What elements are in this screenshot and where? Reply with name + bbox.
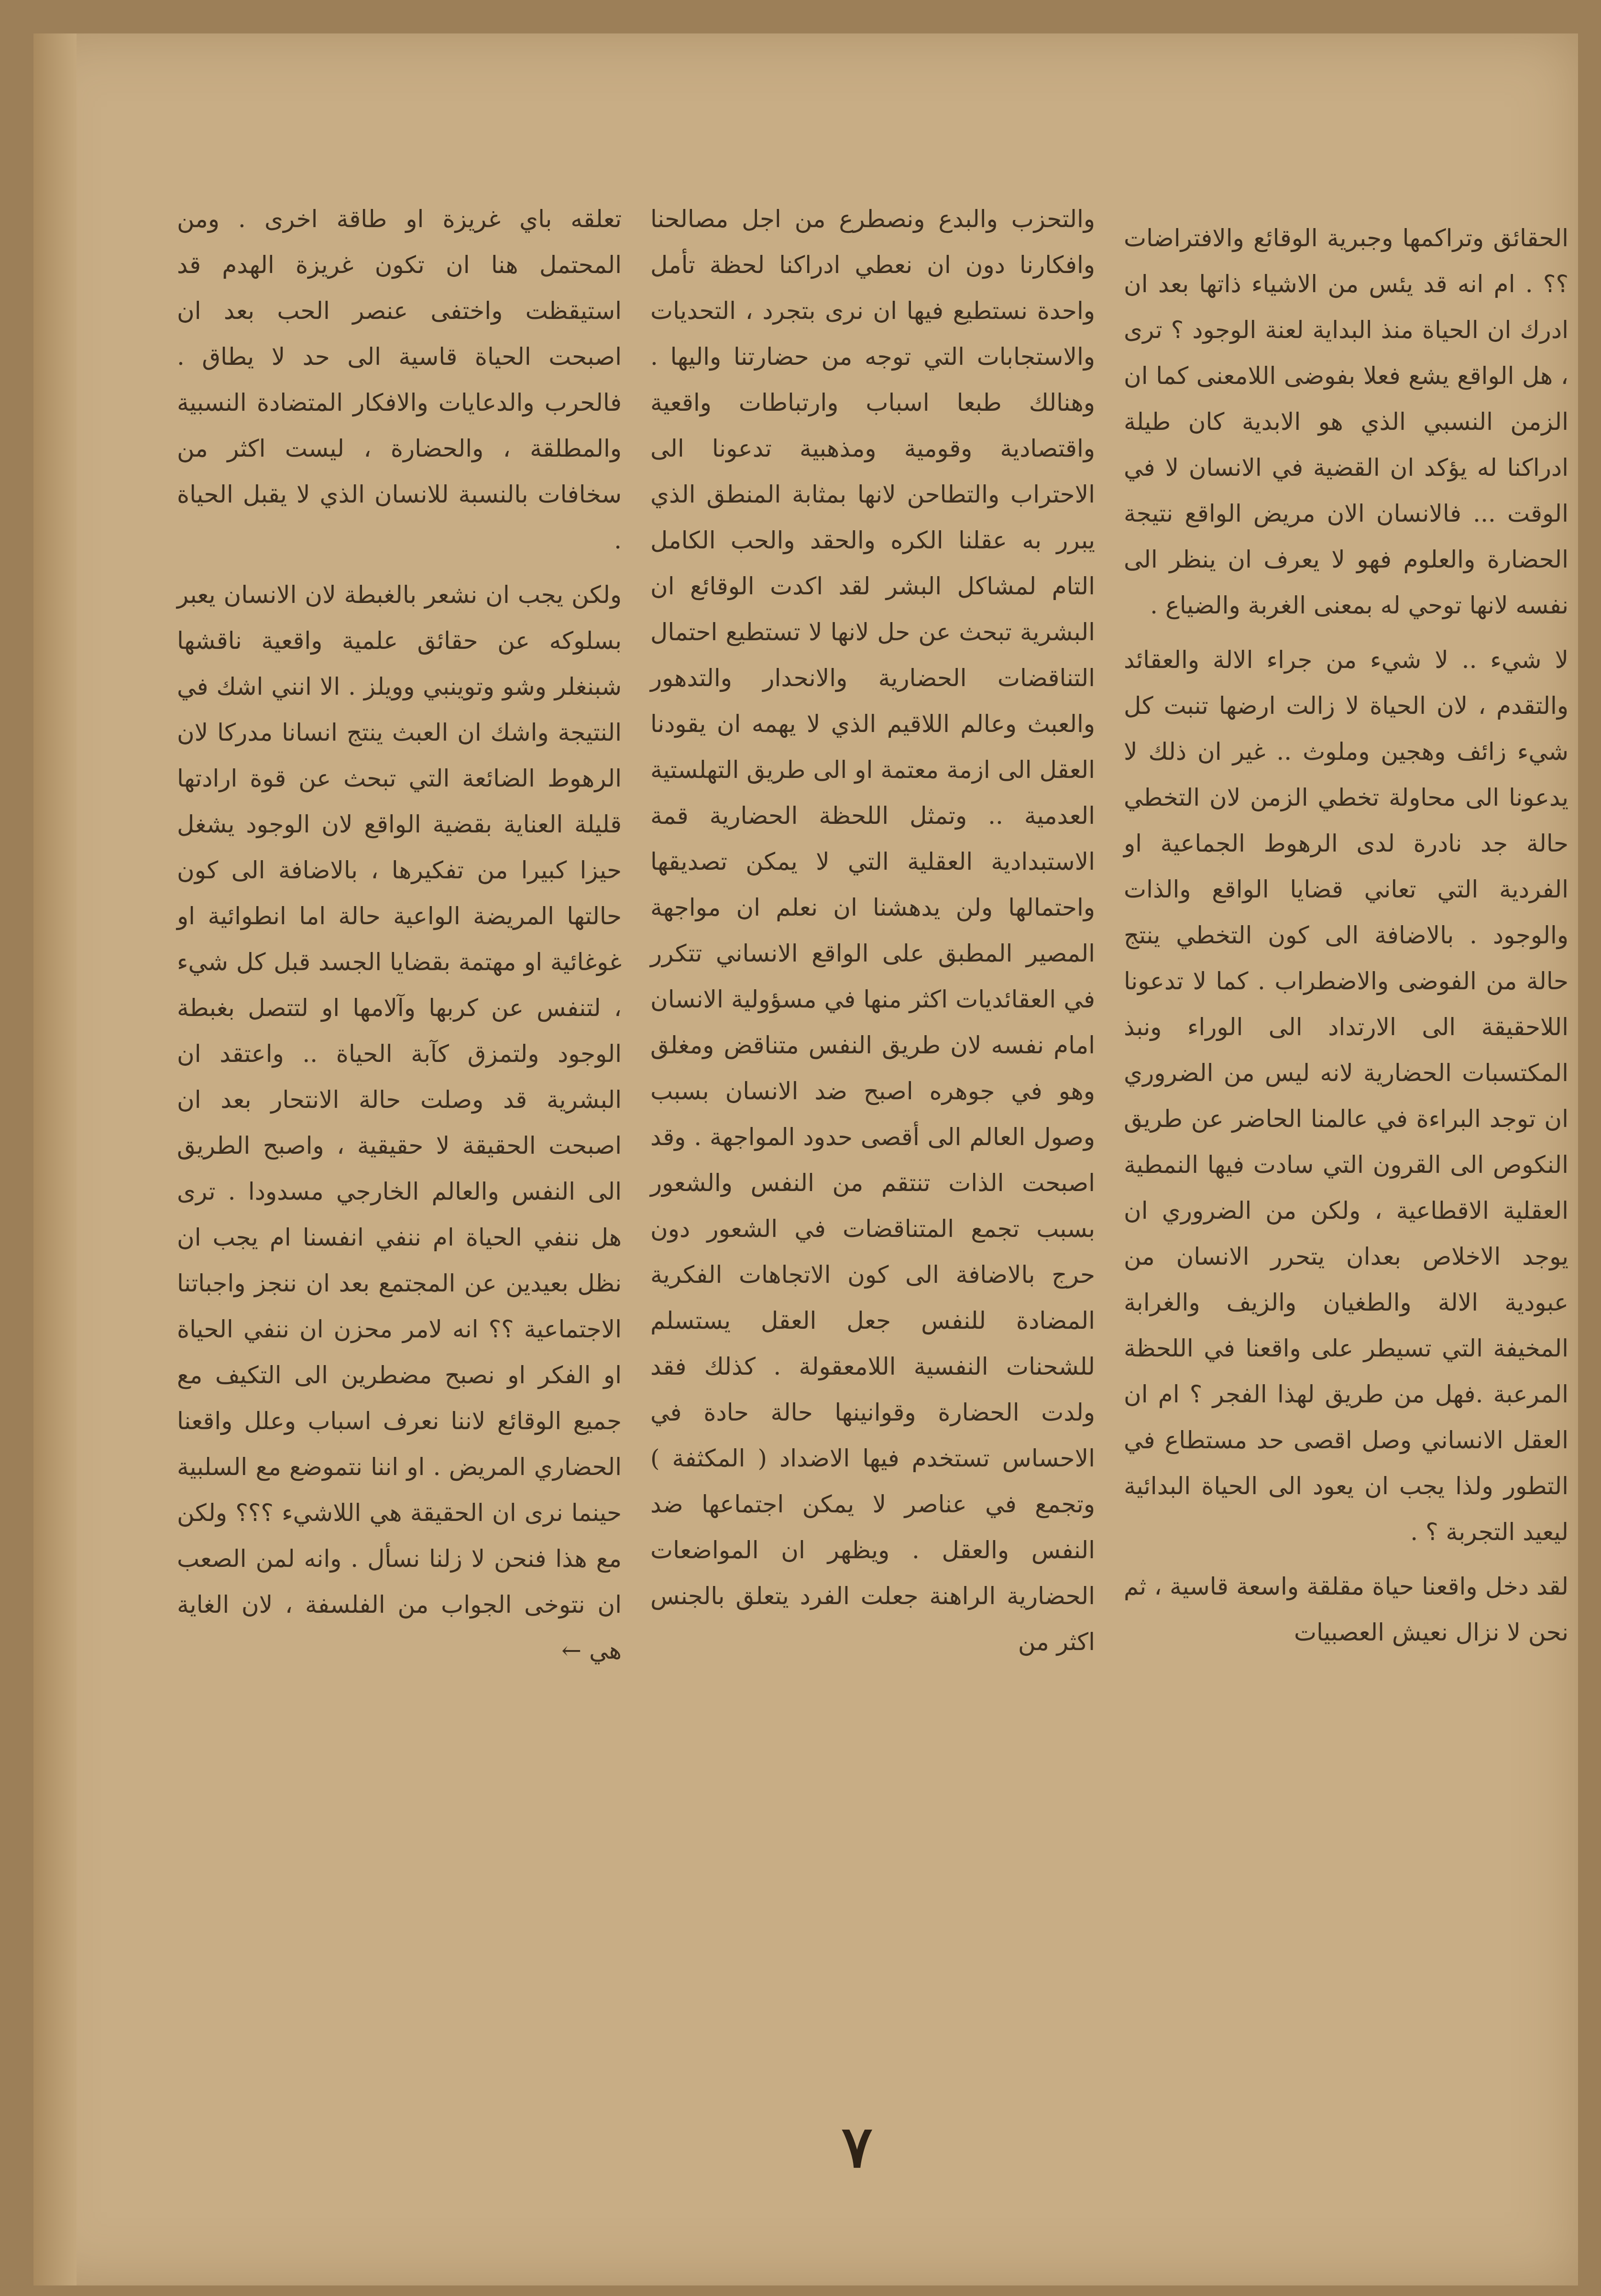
page-number: ٧ [842, 2113, 873, 2181]
paragraph: لقد دخل واقعنا حياة مقلقة واسعة قاسية ، ثم نحن لا نزال نعيش العصبيات [1124, 1573, 1568, 1646]
page-binding [33, 33, 77, 2285]
paragraph: لا شيء .. لا شيء من جراء الالة والعقائد والتقدم ، لان الحياة لا زالت ارضها تنبت كل شيء زائف وهجين وملوث .. غير ان ذلك لا يدعونا الى محاولة تخطي الزمن لان التخطي حالة جد نادرة لدى الرهوط الجماعية او الفردية التي تعاني قضايا الواقع والذات والوجود . بالاضافة الى كون التخطي ينتج حالة من الفوضى والاضطراب . كما لا تدعونا اللاحقيقة الى الارتداد الى الوراء ونبذ المكتسبات الحضارية لانه ليس من الضروري ان توجد البراءة في عالمنا الحاضر عن طريق النكوص الى القرون التي سادت فيها النمطية العقلية الاقطاعية ، ولكن من الضروري ان يوجد الاخلاص بعدان يتحرر الانسان من عبودية الالة والطغيان والزيف والغرابة المخيفة التي تسيطر على واقعنا في اللحظة المرعبة .فهل من طريق لهذا الفجر ؟ ام ان العقل الانساني وصل اقصى حد مستطاع في التطور ولذا يجب ان يعود الى الحياة البدائية ليعيد التجربة ؟ . [1124, 646, 1568, 1546]
paragraph: والتحزب والبدع ونصطرع من اجل مصالحنا وافكارنا دون ان نعطي ادراكنا لحظة تأمل واحدة نستطيع فيها ان نرى بتجرد ، التحديات والاستجابات التي توجه من حضارتنا واليها . وهنالك طبعا اسباب وارتباطات واقعية واقتصادية وقومية ومذهبية تدعونا الى الاحتراب والتطاحن لانها بمثابة المنطق الذي يبرر به عقلنا الكره والحقد والحب الكامل التام لمشاكل البشر لقد اكدت الوقائع ان البشرية تبحث عن حل لانها لا تستطيع احتمال التناقضات الحضارية والانحدار والتدهور والعبث وعالم اللاقيم الذي لا يهمه ان يقودنا العقل الى ازمة معتمة او الى طريق التهلستية العدمية .. وتمثل اللحظة الحضارية قمة الاستبدادية العقلية التي لا يمكن تصديقها واحتمالها ولن يدهشنا ان نعلم ان مواجهة المصير المطبق على الواقع الانساني تتكرر في العقائديات اكثر منها في مسؤولية الانسان امام نفسه لان طريق النفس متناقض ومغلق وهو في جوهره اصبح ضد الانسان بسبب وصول العالم الى أقصى حدود المواجهة . وقد اصبحت الذات تنتقم من النفس والشعور بسبب تجمع المتناقضات في الشعور دون حرج بالاضافة الى كون الاتجاهات الفكرية المضادة للنفس جعل العقل يستسلم للشحنات النفسية اللامعقولة . كذلك فقد ولدت الحضارة وقوانينها حالة حادة في الاحساس تستخدم فيها الاضداد ( المكثفة ) وتجمع في عناصر لا يمكن اجتماعها ضد النفس والعقل . ويظهر ان المواضعات الحضارية الراهنة جعلت الفرد يتعلق بالجنس اكثر من [650, 205, 1095, 1656]
paragraph: الحقائق وتراكمها وجبرية الوقائع والافتراضات ؟؟ . ام انه قد يئس من الاشياء ذاتها بعد ان ادرك ان الحياة منذ البداية لعنة الوجود ؟ ترى ، هل الواقع يشع فعلا بفوضى اللامعنى كما ان الزمن النسبي الذي هو الابدية كان طيلة ادراكنا له يؤكد ان القضية في الانسان لا في الوقت ... فالانسان الان مريض الواقع نتيجة الحضارة والعلوم فهو لا يعرف ان ينظر الى نفسه لانها توحي له بمعنى الغربة والضياع . [1124, 224, 1568, 619]
paragraph: تعلقه باي غريزة او طاقة اخرى . ومن المحتمل هنا ان تكون غريزة الهدم قد استيقظت واختفى عنصر الحب بعد ان اصبحت الحياة قاسية الى حد لا يطاق . فالحرب والدعايات والافكار المتضادة النسبية والمطلقة ، والحضارة ، ليست اكثر من سخافات بالنسبة للانسان الذي لا يقبل الحياة . [177, 205, 622, 554]
magazine-page [33, 33, 1578, 2285]
text-column-left [177, 196, 622, 1682]
text-column-middle [650, 196, 1095, 1673]
text-column-right [1124, 215, 1568, 1664]
paragraph: ولكن يجب ان نشعر بالغبطة لان الانسان يعبر بسلوكه عن حقائق علمية واقعية ناقشها شبنغلر وشو وتوينبي وويلز . الا انني اشك في النتيجة واشك ان العبث ينتج انسانا مدركا لان الرهوط الضائعة التي تبحث عن قوة ارادتها قليلة العناية بقضية الواقع لان الوجود يشغل حيزا كبيرا من تفكيرها ، بالاضافة الى كون حالتها المريضة الواعية حالة اما انطوائية او غوغائية او مهتمة بقضايا الجسد قبل كل شيء ، لتنفس عن كربها وآلامها او لتتصل بغبطة الوجود ولتمزق كآبة الحياة .. واعتقد ان البشرية قد وصلت حالة الانتحار بعد ان اصبحت الحقيقة لا حقيقية ، واصبح الطريق الى النفس والعالم الخارجي مسدودا . ترى هل ننفي الحياة ام ننفي انفسنا ام يجب ان نظل بعيدين عن المجتمع بعد ان ننجز واجباتنا الاجتماعية ؟؟ انه لامر محزن ان ننفي الحياة او الفكر او نصبح مضطرين الى التكيف مع جميع الوقائع لاننا نعرف اسباب وعلل واقعنا الحضاري المريض . او اننا نتموضع مع السلبية حينما نرى ان الحقيقة هي اللاشيء ؟؟؟ ولكن مع هذا فنحن لا زلنا نسأل . وانه لمن الصعب ان نتوخى الجواب من الفلسفة ، لان الغاية هي ← [177, 581, 622, 1664]
